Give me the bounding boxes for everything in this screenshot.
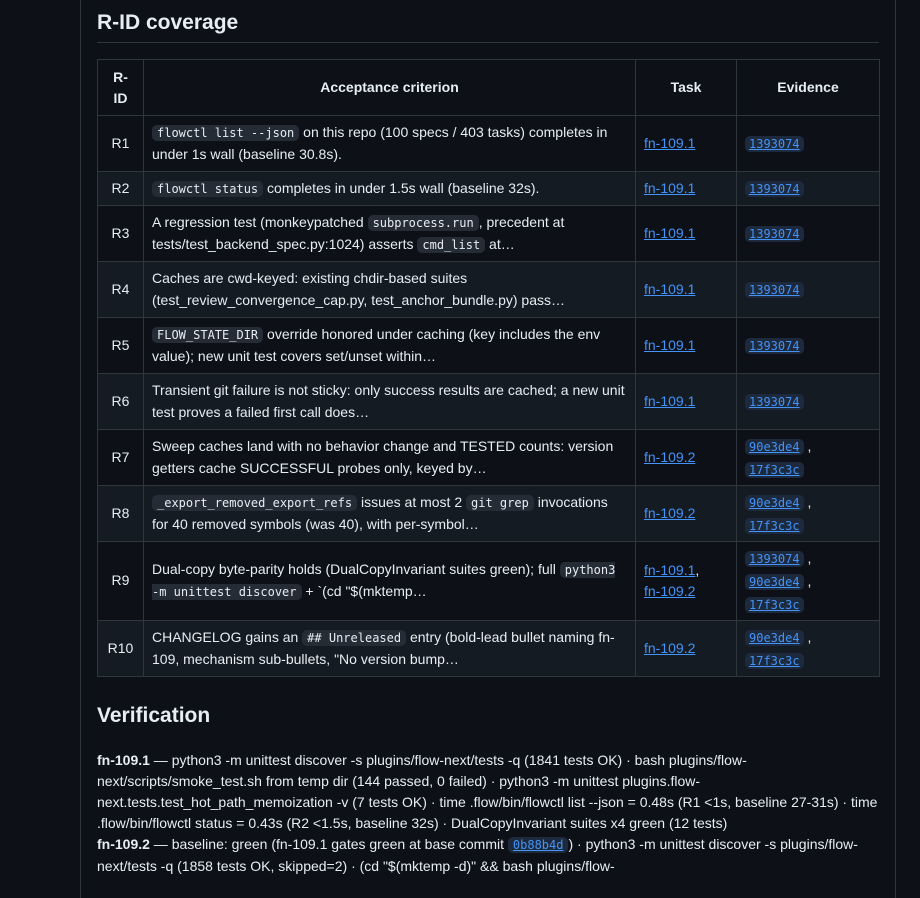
criterion-text: Dual-copy byte-parity holds (DualCopyInvariant suites green); full xyxy=(152,561,560,578)
criterion-text: at… xyxy=(485,235,515,252)
table-row xyxy=(98,430,880,486)
evidence-cell xyxy=(737,374,880,430)
task-cell xyxy=(636,262,737,318)
task-link[interactable]: fn-109.1 xyxy=(644,180,696,196)
task-cell xyxy=(636,621,737,677)
table-header-row xyxy=(98,60,880,116)
task-link[interactable]: fn-109.1 xyxy=(644,225,696,241)
evidence-cell: 90e3de4 , 17f3c3c xyxy=(737,430,880,486)
evidence-commit-link[interactable]: 17f3c3c xyxy=(745,653,804,669)
task-link[interactable]: fn-109.1 xyxy=(644,393,696,409)
evidence-cell: 90e3de4 , 17f3c3c xyxy=(737,621,880,677)
verification-task-label: fn-109.2 xyxy=(97,836,150,852)
evidence-cell xyxy=(737,262,880,318)
evidence-commit-link[interactable]: 17f3c3c xyxy=(745,462,804,478)
evidence-commit-link[interactable]: 1393074 xyxy=(745,181,804,197)
evidence-commit-link[interactable]: 90e3de4 xyxy=(745,495,804,511)
inline-code: python3 -m unittest discover xyxy=(152,563,616,599)
criterion-text: Sweep caches land with no behavior change and TESTED counts: version getters cache SUCCESSFUL probes only, keyed by… xyxy=(152,437,614,476)
evidence-commit-link[interactable]: 90e3de4 xyxy=(745,574,804,590)
task-cell xyxy=(636,206,737,262)
evidence-commit-link[interactable]: 17f3c3c xyxy=(745,518,804,534)
criterion-text: invocations for 40 removed symbols (was 40), with per-symbol… xyxy=(152,493,608,532)
rid-cell: R1 xyxy=(98,116,144,172)
rid-cell: R4 xyxy=(98,262,144,318)
criterion-text: , precedent at tests/test_backend_spec.py:1024) asserts xyxy=(152,213,565,252)
evidence-cell xyxy=(737,116,880,172)
evidence-commit-link[interactable]: 1393074 xyxy=(745,282,804,298)
table-row xyxy=(98,262,880,318)
criterion-text: issues at most 2 xyxy=(357,493,467,510)
criterion-cell xyxy=(144,262,636,318)
rid-cell: R3 xyxy=(98,206,144,262)
heading-rule xyxy=(97,42,879,43)
evidence-commit-link[interactable]: 1393074 xyxy=(745,226,804,242)
evidence-cell: 90e3de4 , 17f3c3c xyxy=(737,486,880,542)
header-criterion: Acceptance criterion xyxy=(144,60,636,116)
criterion-cell xyxy=(144,318,636,374)
verification-text: — baseline: green (fn-109.1 gates green at base commit xyxy=(149,836,508,852)
criterion-text: on this repo (100 specs / 403 tasks) completes in under 1s wall (baseline 30.8s). xyxy=(152,123,608,162)
task-link[interactable]: fn-109.1 xyxy=(644,562,696,578)
task-link[interactable]: fn-109.2 xyxy=(644,505,696,521)
task-cell xyxy=(636,318,737,374)
verification-paragraph-1 xyxy=(97,750,879,834)
inline-code: subprocess.run xyxy=(368,215,479,231)
task-link[interactable]: fn-109.1 xyxy=(644,135,696,151)
task-link[interactable]: fn-109.1 xyxy=(644,281,696,297)
task-link[interactable]: fn-109.2 xyxy=(644,640,696,656)
inline-code: FLOW_STATE_DIR xyxy=(152,327,263,343)
table-row xyxy=(98,116,880,172)
rid-cell: R9 xyxy=(98,542,144,621)
criterion-text: Transient git failure is not sticky: only success results are cached; a new unit test proves a failed first call does… xyxy=(152,381,625,420)
inline-code: ## Unreleased xyxy=(302,630,406,646)
task-link[interactable]: fn-109.1 xyxy=(644,337,696,353)
evidence-cell xyxy=(737,206,880,262)
commit-link[interactable]: 0b88b4d xyxy=(508,837,569,853)
evidence-cell xyxy=(737,318,880,374)
criterion-text: completes in under 1.5s wall (baseline 32s). xyxy=(263,179,540,196)
criterion-text: entry (bold-lead bullet naming fn-109, mechanism sub-bullets, "No version bump… xyxy=(152,628,615,667)
rid-cell: R7 xyxy=(98,430,144,486)
table-row xyxy=(98,318,880,374)
task-cell: fn-109.1, fn-109.2 xyxy=(636,542,737,621)
evidence-commit-link[interactable]: 17f3c3c xyxy=(745,597,804,613)
table-body xyxy=(98,116,880,677)
table-row xyxy=(98,206,880,262)
verification-text: — python3 -m unittest discover -s plugins/flow-next/tests -q (1841 tests OK) · bash plugins/flow-next/scripts/smoke_test.sh from temp dir (144 passed, 0 failed) · python3 -m unittest plugins.flow-next.tests.test_hot_path_memoization -v (7 tests OK) · time .flow/bin/flowctl list --json = 0.48s (R1 <1s, baseline 27-31s) · time .flow/bin/flowctl status = 0.43s (R2 <1.5s, baseline 32s) · DualCopyInvariant suites x4 green (12 tests) xyxy=(97,752,878,831)
criterion-cell xyxy=(144,542,636,621)
criterion-text: Caches are cwd-keyed: existing chdir-based suites (test_review_convergence_cap.py, test_anchor_bundle.py) pass… xyxy=(152,269,565,308)
criterion-text: override honored under caching (key includes the env value); new unit test covers set/unset within… xyxy=(152,325,601,364)
criterion-cell xyxy=(144,374,636,430)
evidence-cell: 1393074 , 90e3de4 , 17f3c3c xyxy=(737,542,880,621)
table-row xyxy=(98,542,880,621)
criterion-cell xyxy=(144,172,636,206)
criterion-cell xyxy=(144,430,636,486)
table-row xyxy=(98,374,880,430)
criterion-cell xyxy=(144,116,636,172)
task-cell xyxy=(636,172,737,206)
criterion-text: + `(cd "$(mktemp… xyxy=(301,583,427,599)
criterion-text: A regression test (monkeypatched xyxy=(152,213,368,230)
evidence-commit-link[interactable]: 1393074 xyxy=(745,551,804,567)
rid-cell: R8 xyxy=(98,486,144,542)
criterion-cell xyxy=(144,206,636,262)
task-cell xyxy=(636,430,737,486)
rid-cell: R5 xyxy=(98,318,144,374)
task-cell xyxy=(636,116,737,172)
header-rid: R- ID xyxy=(98,60,144,116)
criterion-text: CHANGELOG gains an xyxy=(152,628,303,645)
inline-code: _export_removed_export_refs xyxy=(152,495,357,511)
evidence-commit-link[interactable]: 90e3de4 xyxy=(745,439,804,455)
inline-code: git grep xyxy=(466,495,534,511)
header-evidence: Evidence xyxy=(737,60,880,116)
task-link[interactable]: fn-109.2 xyxy=(644,449,696,465)
verification-text: ) · python3 -m unittest discover -s plugins/flow-next/tests -q (1858 tests OK, skipped=2) · (cd "$(mktemp -d)" && bash plugins/flow- xyxy=(97,836,858,874)
inline-code: cmd_list xyxy=(417,237,485,253)
task-cell xyxy=(636,486,737,542)
rid-cell: R2 xyxy=(98,172,144,206)
evidence-commit-link[interactable]: 90e3de4 xyxy=(745,630,804,646)
criterion-cell xyxy=(144,486,636,542)
evidence-commit-link[interactable]: 1393074 xyxy=(745,338,804,354)
verification-heading: Verification xyxy=(97,704,211,727)
evidence-commit-link[interactable]: 1393074 xyxy=(745,394,804,410)
rid-coverage-table xyxy=(97,59,880,677)
task-link[interactable]: fn-109.2 xyxy=(644,583,696,599)
rid-coverage-heading: R-ID coverage xyxy=(97,11,239,34)
table-row xyxy=(98,621,880,677)
inline-code: flowctl list --json xyxy=(152,125,299,141)
inline-code: flowctl status xyxy=(152,181,263,197)
header-task: Task xyxy=(636,60,737,116)
verification-section xyxy=(97,750,879,877)
verification-task-label: fn-109.1 xyxy=(97,752,150,768)
rid-cell: R10 xyxy=(98,621,144,677)
rid-cell: R6 xyxy=(98,374,144,430)
task-cell xyxy=(636,374,737,430)
evidence-cell xyxy=(737,172,880,206)
verification-paragraph-2 xyxy=(97,834,879,877)
table-row xyxy=(98,486,880,542)
criterion-cell xyxy=(144,621,636,677)
table-row xyxy=(98,172,880,206)
evidence-commit-link[interactable]: 1393074 xyxy=(745,136,804,152)
